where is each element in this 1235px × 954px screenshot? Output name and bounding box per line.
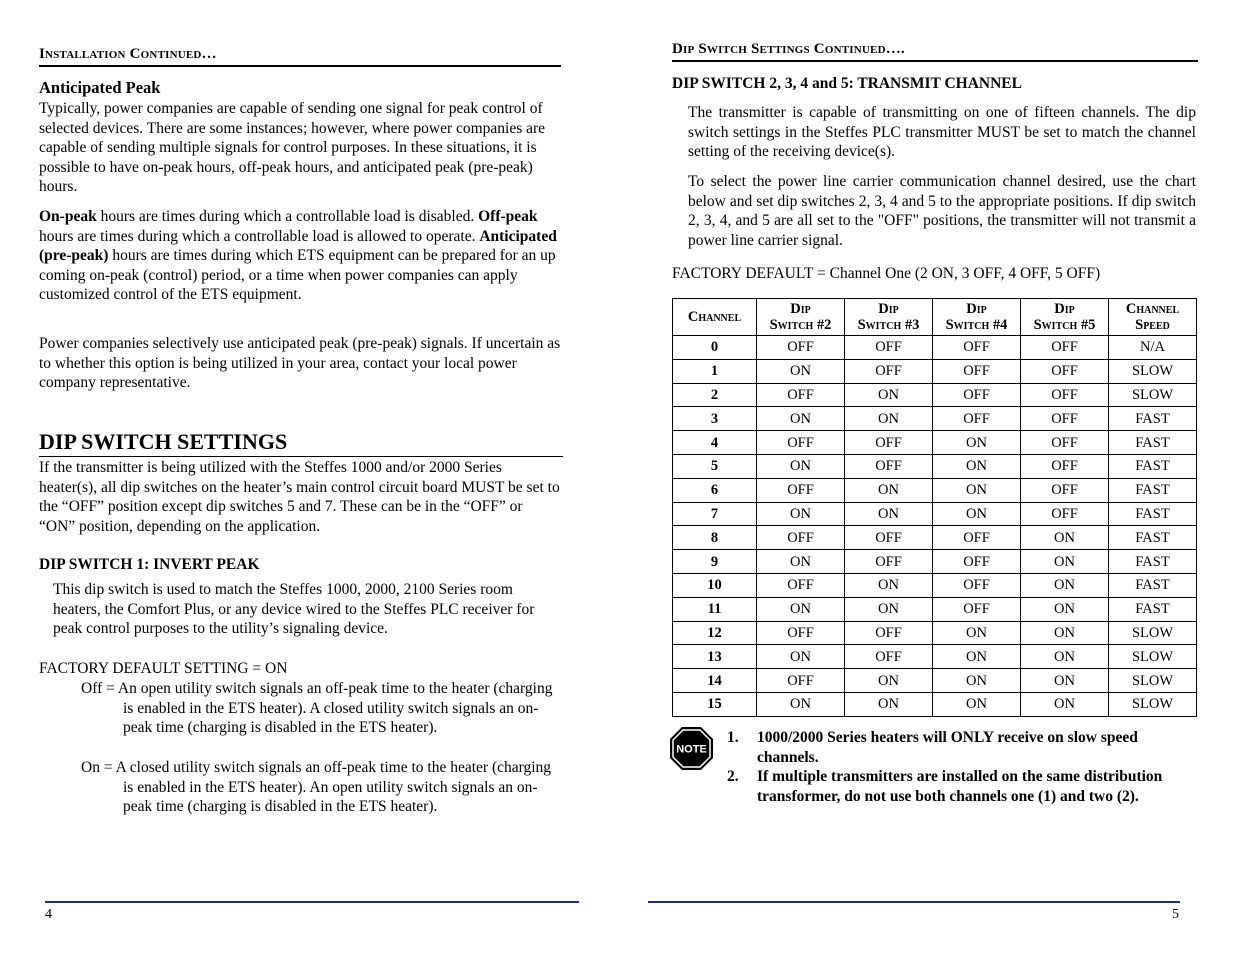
dip-value-cell: OFF [1021, 454, 1109, 478]
dip-value-cell: ON [933, 431, 1021, 455]
right-header-rule [672, 60, 1198, 62]
table-row [673, 478, 1197, 502]
anticipated-peak-title: Anticipated Peak [39, 78, 161, 97]
table-row [673, 597, 1197, 621]
transmit-channel-title: DIP SWITCH 2, 3, 4 and 5: TRANSMIT CHANNEL [672, 75, 1022, 92]
left-page-number: 4 [45, 907, 52, 922]
dip-value-cell: ON [757, 645, 845, 669]
channel-table [672, 298, 1197, 717]
dip-value-cell: ON [845, 669, 933, 693]
left-header-rule [39, 65, 561, 67]
dip-value-cell: OFF [933, 336, 1021, 360]
dip-value-cell: ON [845, 383, 933, 407]
speed-cell: FAST [1109, 573, 1197, 597]
left-running-header: Installation Continued… [39, 46, 217, 62]
transmit-channel-paragraph-2: To select the power line carrier communication channel desired, use the chart below and set dip switches 2, 3, 4 and 5 to the appropriate positions. If dip switch 2, 3, 4, and 5 are all set to the "OFF" positions, the transmitter will not transmit a power line carrier signal. [688, 173, 1196, 249]
speed-cell: FAST [1109, 550, 1197, 574]
channel-number-cell: 1 [673, 359, 757, 383]
note-item: 1. 1000/2000 Series heaters will ONLY receive on slow speed channels. [727, 729, 1138, 766]
table-row [673, 692, 1197, 716]
speed-cell: FAST [1109, 407, 1197, 431]
table-row [673, 526, 1197, 550]
dip-value-cell: OFF [1021, 431, 1109, 455]
dip-value-cell: OFF [757, 669, 845, 693]
dip-value-cell: ON [1021, 597, 1109, 621]
table-row [673, 336, 1197, 360]
dip-value-cell: OFF [1021, 336, 1109, 360]
dip-value-cell: OFF [845, 336, 933, 360]
speed-cell: FAST [1109, 431, 1197, 455]
header-dip-4: Dip Switch #4 [933, 299, 1021, 336]
transmit-channel-factory-default: FACTORY DEFAULT = Channel One (2 ON, 3 OFF, 4 OFF, 5 OFF) [672, 265, 1101, 282]
dip-value-cell: ON [757, 692, 845, 716]
channel-number-cell: 5 [673, 454, 757, 478]
dip-value-cell: ON [757, 550, 845, 574]
dip-value-cell: ON [933, 478, 1021, 502]
transmit-channel-paragraph-1: The transmitter is capable of transmitting on one of fifteen channels. The dip switch settings in the Steffes PLC transmitter MUST be set to match the channel setting of the receiving device(s). [688, 104, 1196, 161]
channel-table-header-row [673, 299, 1197, 336]
dip-value-cell: ON [933, 502, 1021, 526]
dip-value-cell: ON [933, 621, 1021, 645]
anticipated-peak-paragraph-3: Power companies selectively use anticipated peak (pre-peak) signals. If uncertain as to whether this option is being utilized in your area, contact your local power company representative. [39, 335, 561, 392]
dip-switch-1-on-item: On = A closed utility switch signals an off-peak time to the heater (charging is enabled in the ETS heater). An open utility switch signals an on-peak time (charging is disabled in the ETS heater). [81, 759, 552, 816]
header-dip-5: Dip Switch #5 [1021, 299, 1109, 336]
dip-value-cell: OFF [757, 478, 845, 502]
on-peak-label: On-peak [39, 208, 97, 225]
dip-value-cell: ON [757, 502, 845, 526]
anticipated-label: Anticipated (pre-peak) [39, 227, 557, 265]
anticipated-peak-paragraph-1: Typically, power companies are capable of sending one signal for peak control of selected devices. There are some instances; however, where power companies are capable of sending multiple signals for control purposes. In these situations, it is possible to have on-peak hours, off-peak hours, and anticipated peak (pre-peak) hours. [39, 100, 546, 196]
table-row [673, 407, 1197, 431]
speed-cell: N/A [1109, 336, 1197, 360]
left-footer-rule [45, 901, 579, 903]
channel-number-cell: 7 [673, 502, 757, 526]
channel-number-cell: 2 [673, 383, 757, 407]
dip-value-cell: ON [845, 478, 933, 502]
dip-value-cell: OFF [757, 336, 845, 360]
speed-cell: SLOW [1109, 645, 1197, 669]
dip-value-cell: OFF [757, 573, 845, 597]
dip-value-cell: ON [845, 573, 933, 597]
table-row [673, 359, 1197, 383]
speed-cell: SLOW [1109, 383, 1197, 407]
dip-value-cell: OFF [1021, 383, 1109, 407]
dip-switch-settings-title: DIP SWITCH SETTINGS [39, 429, 288, 454]
header-dip-2: Dip Switch #2 [757, 299, 845, 336]
dip-value-cell: OFF [933, 407, 1021, 431]
dip-value-cell: ON [1021, 526, 1109, 550]
anticipated-text: hours are times during which ETS equipment can be prepared for an up coming on-peak (control) period, or a time when power companies can apply customized control of the ETS equipment. [39, 247, 556, 304]
channel-number-cell: 6 [673, 478, 757, 502]
speed-cell: FAST [1109, 597, 1197, 621]
speed-cell: FAST [1109, 454, 1197, 478]
channel-number-cell: 8 [673, 526, 757, 550]
table-row [673, 431, 1197, 455]
header-channel: Channel [673, 299, 757, 336]
table-row [673, 573, 1197, 597]
dip-value-cell: OFF [757, 526, 845, 550]
dip-value-cell: OFF [1021, 478, 1109, 502]
dip-value-cell: OFF [845, 550, 933, 574]
dip-switch-1-off-item: Off = An open utility switch signals an off-peak time to the heater (charging is enabled in the ETS heater). A closed utility switch signals an on-peak time (charging is disabled in the ETS heater). [81, 680, 553, 737]
dip-value-cell: ON [757, 407, 845, 431]
dip-value-cell: ON [845, 597, 933, 621]
channel-number-cell: 0 [673, 336, 757, 360]
speed-cell: FAST [1109, 478, 1197, 502]
speed-cell: SLOW [1109, 621, 1197, 645]
speed-cell: SLOW [1109, 359, 1197, 383]
channel-number-cell: 13 [673, 645, 757, 669]
dip-value-cell: ON [845, 502, 933, 526]
speed-cell: FAST [1109, 502, 1197, 526]
dip-value-cell: OFF [1021, 407, 1109, 431]
off-peak-text: hours are times during which a controllable load is allowed to operate. [39, 227, 480, 245]
dip-value-cell: OFF [757, 383, 845, 407]
dip-value-cell: ON [1021, 692, 1109, 716]
dip-switch-1-factory-default: FACTORY DEFAULT SETTING = ON [39, 660, 288, 677]
dip-value-cell: OFF [845, 454, 933, 478]
dip-value-cell: OFF [757, 621, 845, 645]
dip-value-cell: OFF [845, 645, 933, 669]
dip-value-cell: ON [1021, 621, 1109, 645]
dip-settings-rule [39, 456, 563, 457]
dip-value-cell: ON [845, 692, 933, 716]
speed-cell: FAST [1109, 526, 1197, 550]
dip-value-cell: ON [933, 454, 1021, 478]
channel-number-cell: 14 [673, 669, 757, 693]
right-footer-rule [648, 901, 1180, 903]
on-peak-text: hours are times during which a controllable load is disabled. [96, 208, 475, 225]
dip-switch-1-title: DIP SWITCH 1: INVERT PEAK [39, 556, 260, 573]
channel-number-cell: 11 [673, 597, 757, 621]
dip-value-cell: OFF [845, 526, 933, 550]
right-running-header: Dip Switch Settings Continued…. [672, 41, 905, 57]
note-icon-label: NOTE [676, 743, 707, 756]
notes-list [727, 728, 1197, 806]
channel-number-cell: 15 [673, 692, 757, 716]
dip-value-cell: OFF [1021, 502, 1109, 526]
speed-cell: SLOW [1109, 669, 1197, 693]
dip-value-cell: ON [845, 407, 933, 431]
off-peak-label: Off-peak [478, 208, 538, 225]
dip-value-cell: OFF [933, 359, 1021, 383]
dip-value-cell: OFF [933, 573, 1021, 597]
dip-value-cell: OFF [845, 621, 933, 645]
dip-value-cell: OFF [933, 597, 1021, 621]
channel-number-cell: 3 [673, 407, 757, 431]
dip-value-cell: ON [1021, 550, 1109, 574]
dip-value-cell: ON [757, 454, 845, 478]
dip-settings-paragraph: If the transmitter is being utilized with the Steffes 1000 and/or 2000 Series heater(s), all dip switches on the heater’s main control circuit board MUST be set to the “OFF” position except dip switches 5 and 7. These can be in the “OFF” or “ON” position, depending on the application. [39, 459, 560, 535]
dip-value-cell: ON [757, 597, 845, 621]
right-page-number: 5 [1172, 907, 1179, 922]
dip-value-cell: ON [1021, 645, 1109, 669]
note-item: 2. If multiple transmitters are installed on the same distribution transformer, do not use both channels one (1) and two (2). [727, 768, 1163, 805]
speed-cell: SLOW [1109, 692, 1197, 716]
dip-value-cell: OFF [1021, 359, 1109, 383]
dip-value-cell: ON [933, 645, 1021, 669]
dip-value-cell: ON [757, 359, 845, 383]
dip-value-cell: OFF [845, 359, 933, 383]
dip-value-cell: ON [1021, 573, 1109, 597]
dip-value-cell: OFF [757, 431, 845, 455]
channel-number-cell: 4 [673, 431, 757, 455]
table-row [673, 669, 1197, 693]
dip-value-cell: OFF [933, 526, 1021, 550]
dip-value-cell: ON [1021, 669, 1109, 693]
dip-value-cell: OFF [933, 383, 1021, 407]
anticipated-peak-paragraph-2 [39, 207, 561, 305]
header-channel-speed: Channel Speed [1109, 299, 1197, 336]
table-row [673, 550, 1197, 574]
table-row [673, 645, 1197, 669]
table-row [673, 454, 1197, 478]
dip-value-cell: ON [933, 669, 1021, 693]
note-stop-sign-icon [669, 726, 714, 771]
table-row [673, 383, 1197, 407]
dip-value-cell: OFF [845, 431, 933, 455]
dip-switch-1-paragraph: This dip switch is used to match the Steffes 1000, 2000, 2100 Series room heaters, the Comfort Plus, or any device wired to the Steffes PLC receiver for peak control purposes to the utility’s signaling device. [53, 581, 535, 638]
dip-value-cell: OFF [933, 550, 1021, 574]
table-row [673, 621, 1197, 645]
dip-value-cell: ON [933, 692, 1021, 716]
table-row [673, 502, 1197, 526]
header-dip-3: Dip Switch #3 [845, 299, 933, 336]
channel-number-cell: 9 [673, 550, 757, 574]
channel-number-cell: 10 [673, 573, 757, 597]
channel-number-cell: 12 [673, 621, 757, 645]
